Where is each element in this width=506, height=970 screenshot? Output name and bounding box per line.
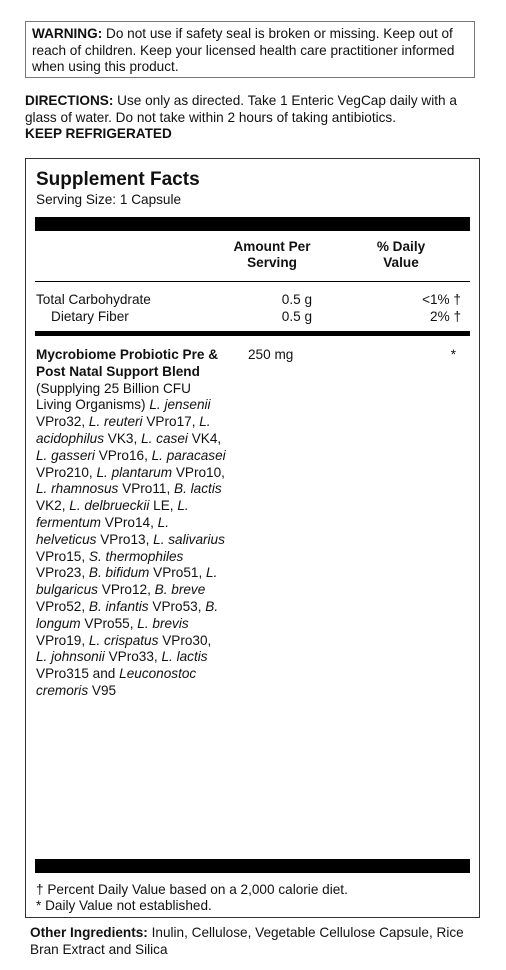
strain-species: L. fermentum [36,498,189,530]
strain-code: VPro55 [84,615,130,631]
dv-header [346,239,456,271]
strain-species: S. thermophiles [88,548,184,564]
footnote-dv: † Percent Daily Value based on a 2,000 calorie diet. [36,882,348,897]
row-amount: 0.5 g [281,292,312,307]
strain-code: VPro14 [104,514,151,530]
blend-name: Mycrobiome Probiotic Pre & Post Natal Support Blend [36,347,219,379]
dv-header-line1: % Daily [376,239,426,254]
divider-thick [35,217,470,231]
strain-code: VPro51 [153,565,199,581]
strain-list: L. jensenii VPro32, L. reuteri VPro17, L. acidophilus VK3, L. casei VK4, L. gasseri VPro16, L. paracasei VPro210, L. plantarum VPro10, L. rhamnosus VPro11, B. lactis VK2, L. delbrueckii LE, L. fermentum VPro14, L. helveticus VPro13, L. salivarius VPro15, S. thermophiles VPro23, B. bifidum VPro51, L. bulgaricus VPro12, B. breve VPro52, B. infantis VPro53, B. longum VPro55, L. brevis VPro19, L. crispatus VPro30, L. johnsonii VPro33, L. lactis VPro315 and Leuconostoc cremoris V95 [36,397,226,698]
warning-label: WARNING: [32,26,103,41]
amount-header-line1: Amount Per [233,239,311,254]
strain-code: VPro12 [101,582,148,598]
strain-code: VPro315 [36,666,89,682]
strain-code: VPro210 [36,464,89,480]
strain-code: VPro33 [108,649,154,665]
strain-species: L. delbrueckii [69,498,150,514]
strain-code: VPro10 [175,464,222,480]
row-dv: <1% † [422,292,461,307]
strain-species: B. infantis [88,598,149,614]
strain-code: VPro23 [36,565,82,581]
amount-header-line2: Serving [247,255,297,270]
panel-title: Supplement Facts [36,169,200,190]
divider-bottom [35,859,470,873]
strain-code: VK3 [107,430,134,446]
other-label: Other Ingredients: [30,925,148,940]
strain-code: VPro30 [162,632,208,648]
strain-species: L. jensenii [149,397,211,413]
strain-species: L. brevis [137,615,189,631]
supplement-facts-panel [25,158,480,918]
strain-species: L. rhamnosus [36,481,119,497]
strain-code: VK2 [36,498,62,514]
blend-dv: * [450,347,456,362]
strain-code: VPro15 [36,548,82,564]
blend-amount: 250 mg [248,347,294,362]
strain-species: L. reuteri [88,414,143,430]
warning-box [25,21,475,78]
refrigerate-note: KEEP REFRIGERATED [25,126,172,141]
strain-species: L. casei [141,430,188,446]
other-ingredients [30,925,470,958]
strain-species: B. breve [154,582,206,598]
warning-text: Do not use if safety seal is broken or missing. Keep out of reach of children. Keep your licensed health care practitioner informed when using this product. [32,26,455,74]
strain-species: L. helveticus [36,514,169,547]
strain-species: B. bifidum [88,565,150,581]
strain-code: LE [153,498,170,514]
strain-species: L. acidophilus [36,414,211,446]
strain-species: Leuconostoc cremoris [36,666,197,698]
strain-species: B. longum [36,598,219,631]
strain-code: V95 [91,682,117,698]
row-dv: 2% † [430,309,461,324]
strain-code: VPro32 [36,414,82,430]
strain-species: L. gasseri [36,447,95,463]
row-name: Total Carbohydrate [36,292,151,307]
strain-species: L. salivarius [153,531,225,547]
footnote-not-established: * Daily Value not established. [36,898,212,913]
strain-species: L. paracasei [151,447,226,463]
strain-code: VPro52 [36,598,82,614]
row-amount: 0.5 g [281,309,312,324]
strain-species: B. lactis [174,481,222,497]
dv-header-line2: Value [383,255,419,270]
strain-species: L. johnsonii [36,649,105,665]
strain-code: VPro16 [98,447,145,463]
strain-code: VPro11 [122,481,167,497]
directions [25,93,485,143]
directions-label: DIRECTIONS: [25,93,114,108]
serving-size: Serving Size: 1 Capsule [36,192,182,207]
strain-species: L. plantarum [96,464,173,480]
strain-code: VPro13 [100,531,146,547]
strain-species: L. bulgaricus [36,565,218,598]
strain-code: VPro17 [146,414,192,430]
amount-header [216,239,328,271]
row-name: Dietary Fiber [51,309,129,324]
strain-code: VPro53 [152,598,198,614]
strain-code: VPro19 [36,632,82,648]
strain-species: L. lactis [161,649,208,665]
strain-species: L. crispatus [88,632,159,648]
strain-code: VK4 [191,430,218,446]
divider-medium [35,331,470,336]
other-text: Inulin, Cellulose, Vegetable Cellulose Capsule, Rice Bran Extract and Silica [30,925,464,957]
blend-lead: (Supplying 25 Billion CFU Living Organisms) [36,380,191,413]
blend-description [36,347,226,700]
directions-text: Use only as directed. Take 1 Enteric VegCap daily with a glass of water. Do not take within 2 hours of taking antibiotics. [25,93,457,125]
divider-thin [35,281,470,282]
